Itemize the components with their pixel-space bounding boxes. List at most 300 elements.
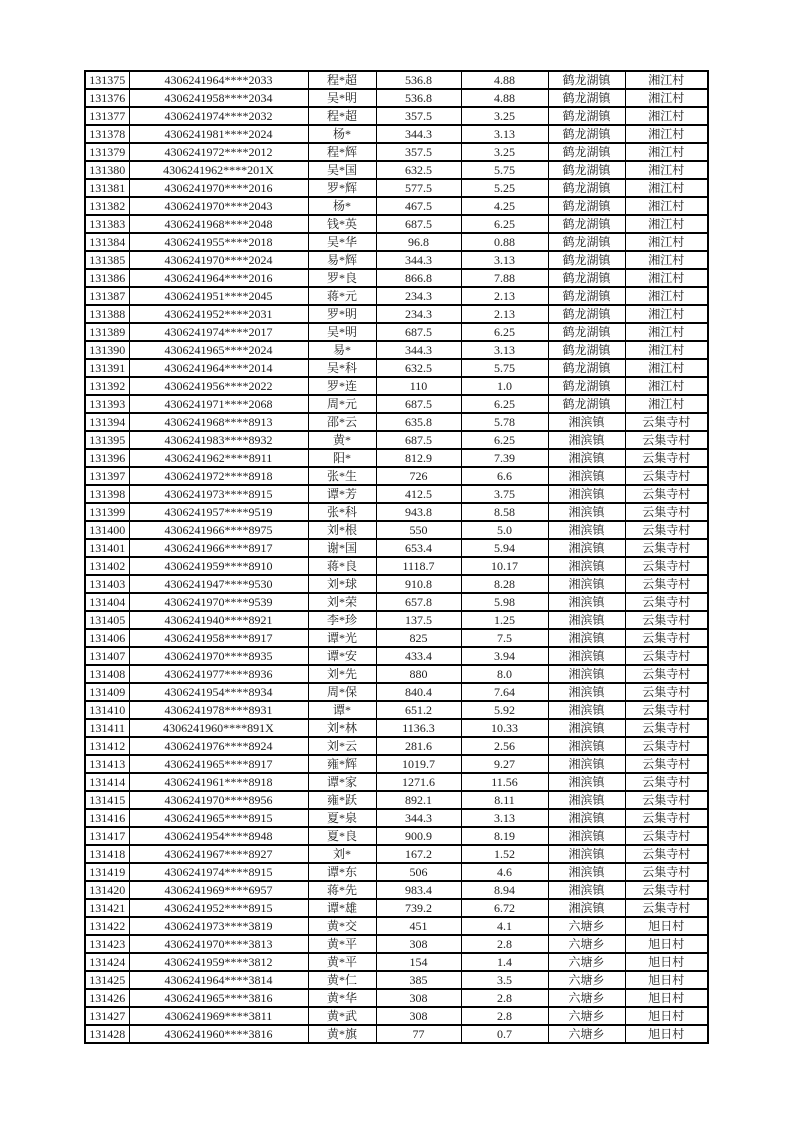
area-value-cell: 3.13 (461, 341, 548, 359)
person-name-cell: 夏*泉 (308, 809, 376, 827)
person-name-cell: 谭* (308, 701, 376, 719)
person-name-cell: 周*保 (308, 683, 376, 701)
town-name-cell: 六塘乡 (548, 935, 625, 953)
town-name-cell: 湘滨镇 (548, 737, 625, 755)
table-row (85, 1025, 708, 1043)
table-row (85, 233, 708, 251)
area-value-cell: 9.27 (461, 755, 548, 773)
town-name-cell: 湘滨镇 (548, 701, 625, 719)
amount-value-cell: 657.8 (376, 593, 461, 611)
sequence-number-cell: 131390 (85, 341, 129, 359)
town-name-cell: 湘滨镇 (548, 611, 625, 629)
amount-value-cell: 154 (376, 953, 461, 971)
sequence-number-cell: 131412 (85, 737, 129, 755)
sequence-number-cell: 131407 (85, 647, 129, 665)
area-value-cell: 5.75 (461, 359, 548, 377)
sequence-number-cell: 131401 (85, 539, 129, 557)
sequence-number-cell: 131418 (85, 845, 129, 863)
area-value-cell: 4.25 (461, 197, 548, 215)
table-row (85, 71, 708, 89)
area-value-cell: 4.1 (461, 917, 548, 935)
masked-id-number-cell: 4306241958****8917 (129, 629, 308, 647)
person-name-cell: 黄*平 (308, 953, 376, 971)
masked-id-number-cell: 4306241958****2034 (129, 89, 308, 107)
table-row (85, 197, 708, 215)
amount-value-cell: 812.9 (376, 449, 461, 467)
village-name-cell: 旭日村 (625, 1025, 708, 1043)
town-name-cell: 湘滨镇 (548, 413, 625, 431)
sequence-number-cell: 131380 (85, 161, 129, 179)
amount-value-cell: 1136.3 (376, 719, 461, 737)
village-name-cell: 旭日村 (625, 917, 708, 935)
amount-value-cell: 653.4 (376, 539, 461, 557)
town-name-cell: 鹤龙湖镇 (548, 179, 625, 197)
town-name-cell: 鹤龙湖镇 (548, 287, 625, 305)
person-name-cell: 邵*云 (308, 413, 376, 431)
sequence-number-cell: 131417 (85, 827, 129, 845)
masked-id-number-cell: 4306241954****8948 (129, 827, 308, 845)
person-name-cell: 黄*仁 (308, 971, 376, 989)
person-name-cell: 谭*芳 (308, 485, 376, 503)
area-value-cell: 2.8 (461, 989, 548, 1007)
masked-id-number-cell: 4306241983****8932 (129, 431, 308, 449)
area-value-cell: 5.92 (461, 701, 548, 719)
area-value-cell: 8.0 (461, 665, 548, 683)
amount-value-cell: 308 (376, 989, 461, 1007)
masked-id-number-cell: 4306241973****3819 (129, 917, 308, 935)
village-name-cell: 云集寺村 (625, 611, 708, 629)
town-name-cell: 湘滨镇 (548, 629, 625, 647)
person-name-cell: 谭*雄 (308, 899, 376, 917)
person-name-cell: 谭*光 (308, 629, 376, 647)
area-value-cell: 10.17 (461, 557, 548, 575)
person-name-cell: 谭*东 (308, 863, 376, 881)
area-value-cell: 2.13 (461, 305, 548, 323)
table-row (85, 287, 708, 305)
masked-id-number-cell: 4306241974****2032 (129, 107, 308, 125)
masked-id-number-cell: 4306241976****8924 (129, 737, 308, 755)
amount-value-cell: 892.1 (376, 791, 461, 809)
area-value-cell: 1.0 (461, 377, 548, 395)
amount-value-cell: 687.5 (376, 395, 461, 413)
area-value-cell: 2.13 (461, 287, 548, 305)
masked-id-number-cell: 4306241954****8934 (129, 683, 308, 701)
area-value-cell: 0.88 (461, 233, 548, 251)
amount-value-cell: 577.5 (376, 179, 461, 197)
person-name-cell: 刘*先 (308, 665, 376, 683)
table-row (85, 827, 708, 845)
masked-id-number-cell: 4306241960****3816 (129, 1025, 308, 1043)
table-row (85, 467, 708, 485)
sequence-number-cell: 131419 (85, 863, 129, 881)
area-value-cell: 2.8 (461, 935, 548, 953)
town-name-cell: 鹤龙湖镇 (548, 251, 625, 269)
town-name-cell: 湘滨镇 (548, 485, 625, 503)
town-name-cell: 湘滨镇 (548, 881, 625, 899)
amount-value-cell: 357.5 (376, 107, 461, 125)
village-name-cell: 湘江村 (625, 323, 708, 341)
area-value-cell: 6.25 (461, 395, 548, 413)
village-name-cell: 云集寺村 (625, 809, 708, 827)
person-name-cell: 杨* (308, 125, 376, 143)
town-name-cell: 湘滨镇 (548, 899, 625, 917)
village-name-cell: 云集寺村 (625, 593, 708, 611)
sequence-number-cell: 131381 (85, 179, 129, 197)
amount-value-cell: 825 (376, 629, 461, 647)
masked-id-number-cell: 4306241965****8917 (129, 755, 308, 773)
person-name-cell: 蒋*先 (308, 881, 376, 899)
village-name-cell: 云集寺村 (625, 413, 708, 431)
town-name-cell: 鹤龙湖镇 (548, 305, 625, 323)
table-row (85, 917, 708, 935)
sequence-number-cell: 131394 (85, 413, 129, 431)
sequence-number-cell: 131406 (85, 629, 129, 647)
town-name-cell: 湘滨镇 (548, 521, 625, 539)
village-name-cell: 湘江村 (625, 395, 708, 413)
area-value-cell: 2.8 (461, 1007, 548, 1025)
person-name-cell: 易* (308, 341, 376, 359)
sequence-number-cell: 131403 (85, 575, 129, 593)
person-name-cell: 刘*根 (308, 521, 376, 539)
town-name-cell: 鹤龙湖镇 (548, 161, 625, 179)
person-name-cell: 张*生 (308, 467, 376, 485)
masked-id-number-cell: 4306241970****2016 (129, 179, 308, 197)
area-value-cell: 4.88 (461, 71, 548, 89)
masked-id-number-cell: 4306241972****2012 (129, 143, 308, 161)
person-name-cell: 易*辉 (308, 251, 376, 269)
town-name-cell: 湘滨镇 (548, 665, 625, 683)
table-row (85, 341, 708, 359)
area-value-cell: 6.6 (461, 467, 548, 485)
village-name-cell: 湘江村 (625, 269, 708, 287)
amount-value-cell: 137.5 (376, 611, 461, 629)
sequence-number-cell: 131396 (85, 449, 129, 467)
town-name-cell: 湘滨镇 (548, 593, 625, 611)
person-name-cell: 吴*明 (308, 323, 376, 341)
town-name-cell: 六塘乡 (548, 989, 625, 1007)
person-name-cell: 钱*英 (308, 215, 376, 233)
village-name-cell: 云集寺村 (625, 503, 708, 521)
masked-id-number-cell: 4306241960****891X (129, 719, 308, 737)
area-value-cell: 3.5 (461, 971, 548, 989)
village-name-cell: 旭日村 (625, 1007, 708, 1025)
sequence-number-cell: 131399 (85, 503, 129, 521)
masked-id-number-cell: 4306241970****3813 (129, 935, 308, 953)
table-row (85, 755, 708, 773)
sequence-number-cell: 131425 (85, 971, 129, 989)
village-name-cell: 云集寺村 (625, 449, 708, 467)
masked-id-number-cell: 4306241959****3812 (129, 953, 308, 971)
masked-id-number-cell: 4306241952****8915 (129, 899, 308, 917)
village-name-cell: 云集寺村 (625, 791, 708, 809)
area-value-cell: 5.78 (461, 413, 548, 431)
village-name-cell: 湘江村 (625, 251, 708, 269)
person-name-cell: 黄*交 (308, 917, 376, 935)
village-name-cell: 湘江村 (625, 359, 708, 377)
area-value-cell: 3.75 (461, 485, 548, 503)
table-row (85, 521, 708, 539)
sequence-number-cell: 131398 (85, 485, 129, 503)
masked-id-number-cell: 4306241952****2031 (129, 305, 308, 323)
amount-value-cell: 110 (376, 377, 461, 395)
table-row (85, 89, 708, 107)
area-value-cell: 3.94 (461, 647, 548, 665)
table-row (85, 773, 708, 791)
sequence-number-cell: 131420 (85, 881, 129, 899)
table-row (85, 557, 708, 575)
area-value-cell: 2.56 (461, 737, 548, 755)
area-value-cell: 5.0 (461, 521, 548, 539)
village-name-cell: 湘江村 (625, 341, 708, 359)
town-name-cell: 湘滨镇 (548, 755, 625, 773)
masked-id-number-cell: 4306241974****8915 (129, 863, 308, 881)
masked-id-number-cell: 4306241973****8915 (129, 485, 308, 503)
table-row (85, 719, 708, 737)
area-value-cell: 4.6 (461, 863, 548, 881)
town-name-cell: 鹤龙湖镇 (548, 323, 625, 341)
table-row (85, 611, 708, 629)
town-name-cell: 鹤龙湖镇 (548, 341, 625, 359)
person-name-cell: 吴*华 (308, 233, 376, 251)
amount-value-cell: 96.8 (376, 233, 461, 251)
village-name-cell: 云集寺村 (625, 575, 708, 593)
masked-id-number-cell: 4306241970****8956 (129, 791, 308, 809)
amount-value-cell: 536.8 (376, 89, 461, 107)
amount-value-cell: 632.5 (376, 161, 461, 179)
town-name-cell: 湘滨镇 (548, 791, 625, 809)
area-value-cell: 6.25 (461, 431, 548, 449)
village-name-cell: 湘江村 (625, 71, 708, 89)
town-name-cell: 湘滨镇 (548, 449, 625, 467)
amount-value-cell: 632.5 (376, 359, 461, 377)
area-value-cell: 8.28 (461, 575, 548, 593)
village-name-cell: 云集寺村 (625, 701, 708, 719)
masked-id-number-cell: 4306241969****3811 (129, 1007, 308, 1025)
sequence-number-cell: 131377 (85, 107, 129, 125)
amount-value-cell: 1271.6 (376, 773, 461, 791)
masked-id-number-cell: 4306241965****8915 (129, 809, 308, 827)
amount-value-cell: 635.8 (376, 413, 461, 431)
village-name-cell: 旭日村 (625, 989, 708, 1007)
area-value-cell: 5.98 (461, 593, 548, 611)
amount-value-cell: 344.3 (376, 341, 461, 359)
sequence-number-cell: 131424 (85, 953, 129, 971)
table-row (85, 377, 708, 395)
table-row (85, 143, 708, 161)
masked-id-number-cell: 4306241968****8913 (129, 413, 308, 431)
masked-id-number-cell: 4306241964****2016 (129, 269, 308, 287)
masked-id-number-cell: 4306241969****6957 (129, 881, 308, 899)
table-row (85, 125, 708, 143)
village-name-cell: 云集寺村 (625, 881, 708, 899)
amount-value-cell: 451 (376, 917, 461, 935)
town-name-cell: 湘滨镇 (548, 719, 625, 737)
town-name-cell: 湘滨镇 (548, 503, 625, 521)
town-name-cell: 六塘乡 (548, 917, 625, 935)
amount-value-cell: 357.5 (376, 143, 461, 161)
amount-value-cell: 550 (376, 521, 461, 539)
masked-id-number-cell: 4306241964****2033 (129, 71, 308, 89)
table-row (85, 881, 708, 899)
person-name-cell: 蒋*良 (308, 557, 376, 575)
area-value-cell: 7.64 (461, 683, 548, 701)
roster-table-body (85, 71, 708, 1043)
person-name-cell: 吴*明 (308, 89, 376, 107)
area-value-cell: 8.19 (461, 827, 548, 845)
person-name-cell: 吴*科 (308, 359, 376, 377)
village-name-cell: 云集寺村 (625, 539, 708, 557)
roster-table (84, 70, 709, 1044)
town-name-cell: 六塘乡 (548, 1007, 625, 1025)
amount-value-cell: 234.3 (376, 305, 461, 323)
masked-id-number-cell: 4306241947****9530 (129, 575, 308, 593)
area-value-cell: 11.56 (461, 773, 548, 791)
table-row (85, 809, 708, 827)
village-name-cell: 云集寺村 (625, 773, 708, 791)
table-row (85, 791, 708, 809)
village-name-cell: 云集寺村 (625, 665, 708, 683)
village-name-cell: 湘江村 (625, 233, 708, 251)
amount-value-cell: 983.4 (376, 881, 461, 899)
amount-value-cell: 687.5 (376, 323, 461, 341)
person-name-cell: 周*元 (308, 395, 376, 413)
town-name-cell: 湘滨镇 (548, 647, 625, 665)
town-name-cell: 湘滨镇 (548, 773, 625, 791)
sequence-number-cell: 131392 (85, 377, 129, 395)
town-name-cell: 湘滨镇 (548, 683, 625, 701)
village-name-cell: 云集寺村 (625, 557, 708, 575)
village-name-cell: 云集寺村 (625, 629, 708, 647)
amount-value-cell: 651.2 (376, 701, 461, 719)
village-name-cell: 旭日村 (625, 971, 708, 989)
amount-value-cell: 433.4 (376, 647, 461, 665)
amount-value-cell: 726 (376, 467, 461, 485)
town-name-cell: 湘滨镇 (548, 863, 625, 881)
table-row (85, 323, 708, 341)
village-name-cell: 云集寺村 (625, 485, 708, 503)
sequence-number-cell: 131427 (85, 1007, 129, 1025)
amount-value-cell: 344.3 (376, 251, 461, 269)
sequence-number-cell: 131395 (85, 431, 129, 449)
town-name-cell: 湘滨镇 (548, 845, 625, 863)
masked-id-number-cell: 4306241964****2014 (129, 359, 308, 377)
town-name-cell: 鹤龙湖镇 (548, 197, 625, 215)
area-value-cell: 7.39 (461, 449, 548, 467)
village-name-cell: 湘江村 (625, 377, 708, 395)
sequence-number-cell: 131385 (85, 251, 129, 269)
village-name-cell: 湘江村 (625, 107, 708, 125)
amount-value-cell: 412.5 (376, 485, 461, 503)
table-row (85, 413, 708, 431)
area-value-cell: 4.88 (461, 89, 548, 107)
person-name-cell: 刘*球 (308, 575, 376, 593)
table-row (85, 701, 708, 719)
person-name-cell: 罗*辉 (308, 179, 376, 197)
person-name-cell: 谭*安 (308, 647, 376, 665)
person-name-cell: 谭*家 (308, 773, 376, 791)
table-row (85, 971, 708, 989)
village-name-cell: 云集寺村 (625, 845, 708, 863)
sequence-number-cell: 131393 (85, 395, 129, 413)
table-row (85, 539, 708, 557)
area-value-cell: 5.94 (461, 539, 548, 557)
village-name-cell: 云集寺村 (625, 647, 708, 665)
town-name-cell: 鹤龙湖镇 (548, 107, 625, 125)
person-name-cell: 蒋*元 (308, 287, 376, 305)
amount-value-cell: 167.2 (376, 845, 461, 863)
village-name-cell: 云集寺村 (625, 719, 708, 737)
village-name-cell: 云集寺村 (625, 683, 708, 701)
village-name-cell: 湘江村 (625, 89, 708, 107)
amount-value-cell: 77 (376, 1025, 461, 1043)
area-value-cell: 6.72 (461, 899, 548, 917)
area-value-cell: 8.11 (461, 791, 548, 809)
town-name-cell: 鹤龙湖镇 (548, 233, 625, 251)
person-name-cell: 吴*国 (308, 161, 376, 179)
person-name-cell: 黄*旗 (308, 1025, 376, 1043)
sequence-number-cell: 131383 (85, 215, 129, 233)
table-row (85, 953, 708, 971)
table-row (85, 179, 708, 197)
masked-id-number-cell: 4306241962****8911 (129, 449, 308, 467)
village-name-cell: 湘江村 (625, 215, 708, 233)
masked-id-number-cell: 4306241968****2048 (129, 215, 308, 233)
masked-id-number-cell: 4306241970****2024 (129, 251, 308, 269)
table-row (85, 503, 708, 521)
town-name-cell: 鹤龙湖镇 (548, 143, 625, 161)
village-name-cell: 湘江村 (625, 287, 708, 305)
amount-value-cell: 1118.7 (376, 557, 461, 575)
area-value-cell: 1.52 (461, 845, 548, 863)
amount-value-cell: 536.8 (376, 71, 461, 89)
sequence-number-cell: 131423 (85, 935, 129, 953)
sequence-number-cell: 131397 (85, 467, 129, 485)
sequence-number-cell: 131389 (85, 323, 129, 341)
village-name-cell: 湘江村 (625, 305, 708, 323)
masked-id-number-cell: 4306241955****2018 (129, 233, 308, 251)
area-value-cell: 0.7 (461, 1025, 548, 1043)
table-row (85, 359, 708, 377)
person-name-cell: 程*超 (308, 71, 376, 89)
table-row (85, 215, 708, 233)
table-row (85, 935, 708, 953)
amount-value-cell: 866.8 (376, 269, 461, 287)
amount-value-cell: 910.8 (376, 575, 461, 593)
town-name-cell: 六塘乡 (548, 971, 625, 989)
sequence-number-cell: 131421 (85, 899, 129, 917)
amount-value-cell: 467.5 (376, 197, 461, 215)
masked-id-number-cell: 4306241970****8935 (129, 647, 308, 665)
person-name-cell: 李*珍 (308, 611, 376, 629)
person-name-cell: 刘* (308, 845, 376, 863)
town-name-cell: 六塘乡 (548, 953, 625, 971)
village-name-cell: 云集寺村 (625, 899, 708, 917)
person-name-cell: 张*科 (308, 503, 376, 521)
village-name-cell: 云集寺村 (625, 521, 708, 539)
area-value-cell: 3.13 (461, 125, 548, 143)
sequence-number-cell: 131422 (85, 917, 129, 935)
amount-value-cell: 900.9 (376, 827, 461, 845)
town-name-cell: 湘滨镇 (548, 557, 625, 575)
sequence-number-cell: 131400 (85, 521, 129, 539)
amount-value-cell: 506 (376, 863, 461, 881)
area-value-cell: 7.88 (461, 269, 548, 287)
masked-id-number-cell: 4306241966****8975 (129, 521, 308, 539)
person-name-cell: 夏*良 (308, 827, 376, 845)
person-name-cell: 阳* (308, 449, 376, 467)
sequence-number-cell: 131376 (85, 89, 129, 107)
village-name-cell: 云集寺村 (625, 467, 708, 485)
